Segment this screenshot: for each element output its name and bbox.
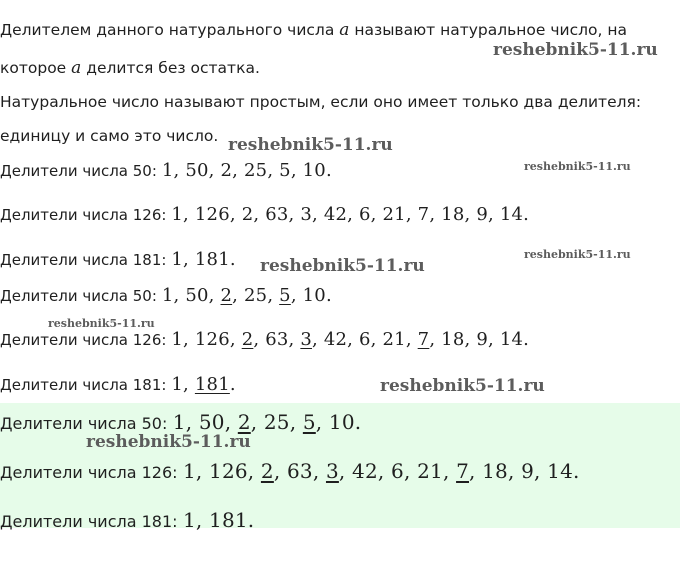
divisor-number: 10 (302, 285, 326, 306)
definition-text-c: которое (0, 59, 72, 77)
divisor-number: 5 (279, 160, 291, 181)
divisor-number: 9 (521, 459, 535, 483)
divisor-number: 181 (209, 508, 248, 532)
watermark: reshebnik5-11.ru (48, 317, 155, 330)
divisor-number: 2 (237, 410, 251, 434)
s1-row-50 (0, 160, 332, 181)
s3-row-181 (0, 508, 254, 532)
row-label: Делители числа 126: (0, 206, 167, 224)
watermark: reshebnik5-11.ru (380, 376, 545, 396)
divisor-number: 63 (265, 204, 289, 225)
definition-text-d: делится без остатка. (81, 59, 260, 77)
row-label: Делители числа 126: (0, 463, 178, 482)
divisor-list: 1, 126, 2, 63, 3, 42, 6, 21, 7, 18, 9, 14. (171, 204, 530, 225)
s1-row-126 (0, 204, 529, 225)
s1-row-181 (0, 249, 236, 270)
divisor-list: 1, 50, 2, 25, 5, 10. (161, 160, 332, 181)
divisor-number: 3 (325, 459, 339, 483)
watermark: reshebnik5-11.ru (86, 432, 251, 452)
divisor-number: 21 (382, 204, 406, 225)
divisor-list: 1, 126, 2, 63, 3, 42, 6, 21, 7, 18, 9, 14. (182, 459, 580, 483)
divisor-number: 1 (171, 249, 184, 270)
divisor-number: 7 (417, 329, 430, 350)
divisor-number: 63 (286, 459, 313, 483)
row-label: Делители числа 50: (0, 287, 157, 305)
divisor-number: 6 (359, 329, 371, 350)
divisor-number: 181 (194, 374, 230, 395)
divisor-number: 42 (352, 459, 378, 483)
divisor-list: 1, 126, 2, 63, 3, 42, 6, 21, 7, 18, 9, 14. (171, 329, 530, 350)
definition-line-1 (0, 20, 627, 40)
divisor-number: 42 (323, 204, 348, 225)
row-label: Делители числа 181: (0, 251, 167, 269)
divisor-number: 2 (220, 285, 233, 306)
list-end-punctuation: . (523, 329, 530, 350)
divisor-number: 25 (244, 285, 268, 306)
divisor-number: 25 (263, 410, 290, 434)
divisor-number: 6 (391, 459, 404, 483)
prime-definition-line-2: единицу и само это число. (0, 127, 219, 145)
divisor-number: 2 (220, 160, 233, 181)
divisor-number: 14 (547, 459, 574, 483)
divisor-number: 6 (359, 204, 371, 225)
row-label: Делители числа 50: (0, 162, 157, 180)
divisor-number: 18 (482, 459, 508, 483)
divisor-number: 10 (328, 410, 355, 434)
divisor-number: 3 (300, 204, 313, 225)
watermark: reshebnik5-11.ru (228, 135, 393, 155)
divisor-number: 1 (161, 285, 174, 306)
divisor-number: 181 (194, 249, 230, 270)
divisor-number: 50 (198, 410, 225, 434)
list-end-punctuation: . (247, 508, 255, 532)
watermark: reshebnik5-11.ru (260, 256, 425, 276)
divisor-number: 42 (323, 329, 348, 350)
s3-row-50 (0, 410, 361, 434)
divisor-number: 5 (302, 410, 316, 434)
divisor-number: 50 (185, 160, 209, 181)
row-label: Делители числа 181: (0, 376, 167, 394)
divisor-number: 1 (171, 329, 184, 350)
variable-a: a (339, 20, 350, 40)
divisor-number: 1 (182, 459, 196, 483)
divisor-number: 7 (417, 204, 430, 225)
divisor-list: 1, 50, 2, 25, 5, 10. (172, 410, 362, 434)
divisor-number: 21 (417, 459, 443, 483)
definition-text-b: называют натуральное число, на (349, 21, 627, 39)
list-end-punctuation: . (325, 285, 332, 306)
divisor-number: 126 (209, 459, 248, 483)
divisor-number: 126 (194, 204, 230, 225)
list-end-punctuation: . (229, 374, 236, 395)
divisor-list: 1, 50, 2, 25, 5, 10. (161, 285, 332, 306)
definition-text-a: Делителем данного натурального числа (0, 21, 340, 39)
divisor-number: 1 (161, 160, 174, 181)
list-end-punctuation: . (573, 459, 580, 483)
row-label: Делители числа 126: (0, 331, 167, 349)
watermark: reshebnik5-11.ru (524, 160, 631, 173)
list-end-punctuation: . (354, 410, 362, 434)
divisor-number: 1 (182, 508, 196, 532)
divisor-number: 18 (441, 329, 465, 350)
s3-row-126 (0, 459, 580, 483)
divisor-list: 1, 181. (171, 374, 236, 395)
divisor-number: 3 (300, 329, 313, 350)
divisor-number: 14 (499, 329, 524, 350)
watermark: reshebnik5-11.ru (524, 248, 631, 261)
divisor-number: 50 (185, 285, 209, 306)
row-label: Делители числа 50: (0, 414, 168, 433)
s2-row-50 (0, 285, 332, 306)
divisor-number: 126 (194, 329, 230, 350)
s2-row-126 (0, 329, 529, 350)
divisor-number: 1 (171, 374, 184, 395)
divisor-number: 1 (171, 204, 184, 225)
divisor-number: 2 (260, 459, 274, 483)
divisor-list: 1, 181. (171, 249, 236, 270)
divisor-number: 9 (476, 329, 488, 350)
divisor-number: 7 (456, 459, 469, 483)
definition-line-2 (0, 58, 260, 78)
divisor-number: 10 (302, 160, 326, 181)
divisor-number: 5 (279, 285, 291, 306)
list-end-punctuation: . (229, 249, 236, 270)
prime-definition-line-1: Натуральное число называют простым, если оно имеет только два делителя: (0, 93, 642, 111)
variable-a-2: a (71, 58, 82, 78)
watermark: reshebnik5-11.ru (493, 40, 658, 60)
list-end-punctuation: . (325, 160, 332, 181)
divisor-number: 21 (382, 329, 406, 350)
divisor-number: 2 (241, 204, 254, 225)
divisor-number: 25 (244, 160, 268, 181)
divisor-number: 18 (441, 204, 465, 225)
divisor-list: 1, 181. (182, 508, 255, 532)
row-label: Делители числа 181: (0, 512, 178, 531)
s2-row-181 (0, 374, 236, 395)
divisor-number: 2 (241, 329, 254, 350)
divisor-number: 9 (476, 204, 488, 225)
list-end-punctuation: . (523, 204, 530, 225)
divisor-number: 14 (499, 204, 524, 225)
divisor-number: 63 (265, 329, 289, 350)
divisor-number: 1 (172, 410, 186, 434)
